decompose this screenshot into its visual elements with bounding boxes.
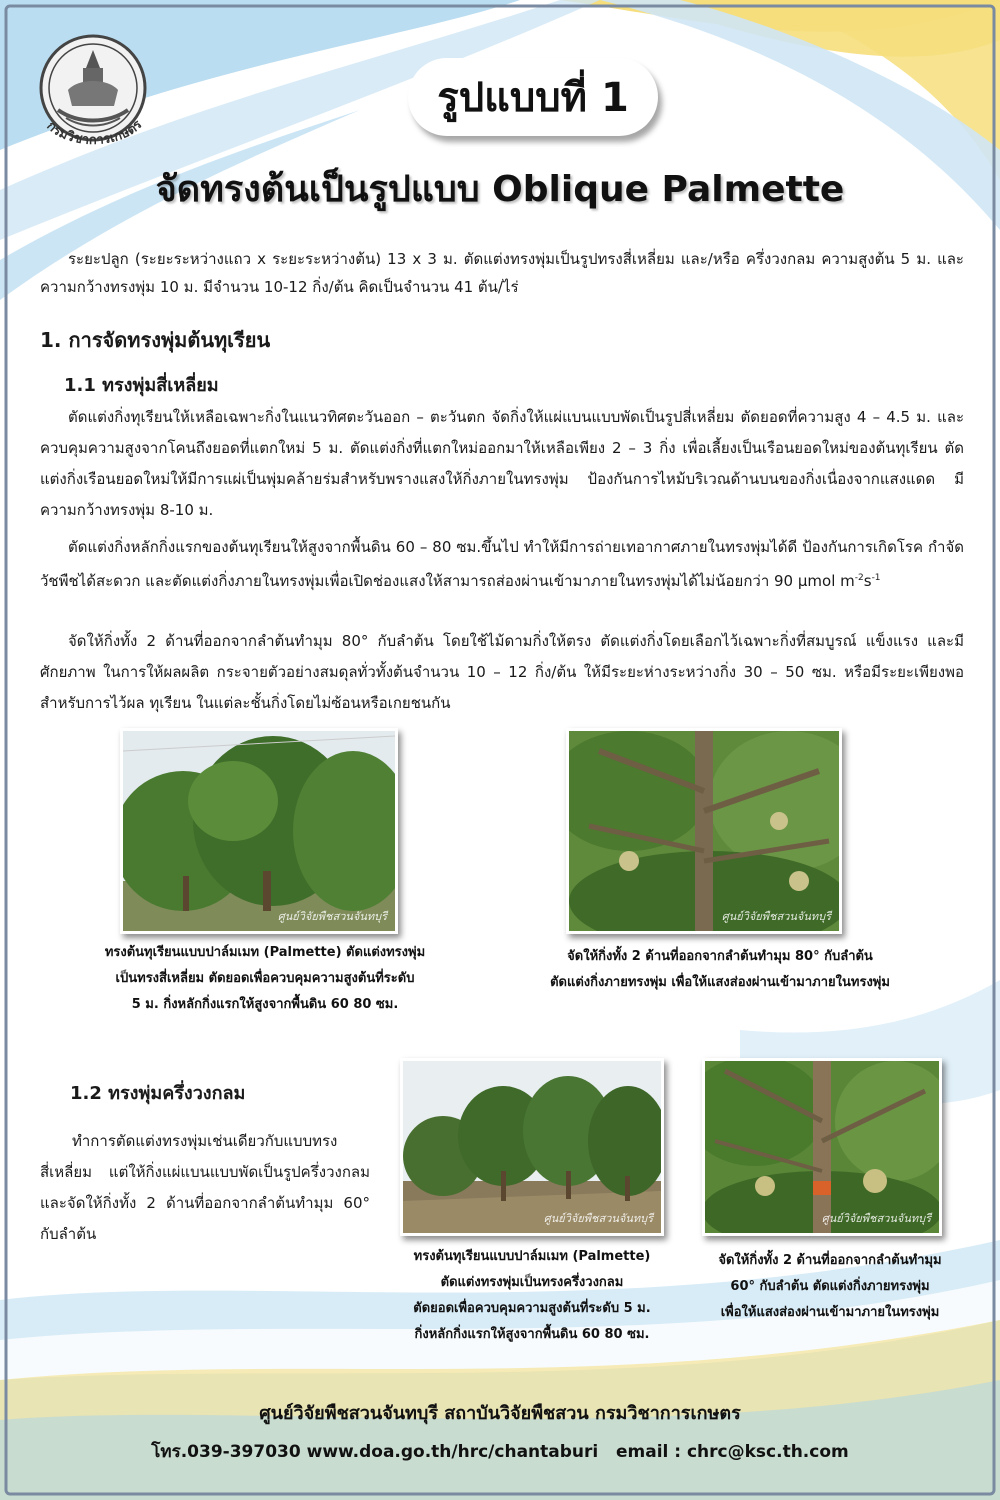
caption-photo-2 xyxy=(500,944,940,996)
unit-exponent-1: -2 xyxy=(854,573,864,583)
footer-organization: ศูนย์วิจัยพืชสวนจันทบุรี สถาบันวิจัยพืชสวน กรมวิชาการเกษตร xyxy=(259,1403,741,1424)
caption-3-line-1: ทรงต้นทุเรียนแบบปาล์มเมท (Palmette) xyxy=(413,1249,651,1264)
unit-exponent-2: -1 xyxy=(871,573,881,583)
photo-3-watermark: ศูนย์วิจัยพืชสวนจันทบุรี xyxy=(543,1212,653,1225)
caption-photo-1 xyxy=(70,940,460,1018)
section-1-1-paragraph-1: ตัดแต่งกิ่งทุเรียนให้เหลือเฉพาะกิ่งในแนวทิศตะวันออก – ตะวันตก จัดกิ่งให้แผ่แบนแบบพัดเป็นรูปสี่เหลี่ยม ตัดยอดที่ความสูง 4 – 4.5 ม. และควบคุมความสูงจากโคนถึงยอดที่แตกใหม่ 5 ม. ตัดแต่งกิ่งที่แตกใหม่ออกมาให้เหลือเพียง 2 – 3 กิ่ง เพื่อเลี้ยงเป็นเรือนยอดใหม่ของต้นทุเรียน ตัดแต่งกิ่งเรือนยอดใหม่ให้มีการแผ่เป็นพุ่มคล้ายร่มสำหรับพรางแสงให้กิ่งภายในทรงพุ่ม ป้องกันการไหม้บริเวณด้านบนของกิ่งเนื่องจากแสงแดด มีความกว้างทรงพุ่ม 8-10 ม. xyxy=(40,408,964,519)
section-1-2-heading: 1.2 ทรงพุ่มครึ่งวงกลม xyxy=(70,1083,246,1104)
unit-s: s xyxy=(863,572,872,590)
seal-text: กรมวิชาการเกษตร xyxy=(43,117,146,149)
caption-3-line-4: กิ่งหลักกิ่งแรกให้สูงจากพื้นดิน 60 80 ซม. xyxy=(414,1327,650,1342)
page-title: รูปแบบที่ 1 xyxy=(408,58,658,136)
section-1-2-paragraph: ทำการตัดแต่งทรงพุ่มเช่นเดียวกับแบบทรงสี่เหลี่ยม แต่ให้กิ่งแผ่แบนแบบพัดเป็นรูปครึ่งวงกลม และจัดให้กิ่งทั้ง 2 ด้านที่ออกจากลำต้นทำมุม 60° กับลำต้น xyxy=(40,1132,370,1243)
photo-4-watermark: ศูนย์วิจัยพืชสวนจันทบุรี xyxy=(821,1212,931,1225)
caption-2-line-2: ตัดแต่งกิ่งภายทรงพุ่ม เพื่อให้แสงส่องผ่านเข้ามาภายในทรงพุ่ม xyxy=(550,975,890,990)
caption-1-line-1: ทรงต้นทุเรียนแบบปาล์มเมท (Palmette) ตัดแต่งทรงพุ่ม xyxy=(104,945,426,960)
page-subtitle: จัดทรงต้นเป็นรูปแบบ Oblique Palmette xyxy=(155,169,845,210)
caption-2-line-1: จัดให้กิ่งทั้ง 2 ด้านที่ออกจากลำต้นทำมุม 80° กับลำต้น xyxy=(567,949,873,964)
paragraph-2-text: ตัดแต่งกิ่งหลักกิ่งแรกของต้นทุเรียนให้สูงจากพื้นดิน 60 – 80 ซม.ขึ้นไป ทำให้มีการถ่ายเทอากาศภายในทรงพุ่มได้ดี ป้องกันการเกิดโรค กำจัดวัชพืชได้สะดวก และตัดแต่งกิ่งภายในทรงพุ่มเพื่อเปิดช่องแสงให้สามารถส่องผ่านเข้ามาภายในทรงพุ่มได้ไม่น้อยกว่า 90 µmol m xyxy=(40,538,964,590)
caption-photo-3 xyxy=(372,1244,692,1348)
caption-3-line-2: ตัดแต่งทรงพุ่มเป็นทรงครึ่งวงกลม xyxy=(440,1275,624,1290)
caption-4-line-3: เพื่อให้แสงส่องผ่านเข้ามาภายในทรงพุ่ม xyxy=(720,1305,940,1320)
caption-1-line-2: เป็นทรงสี่เหลี่ยม ตัดยอดเพื่อควบคุมความสูงต้นที่ระดับ xyxy=(115,971,415,986)
photo-2-watermark: ศูนย์วิจัยพืชสวนจันทบุรี xyxy=(721,910,831,923)
photo-semicircle-canopy xyxy=(400,1058,664,1236)
section-1-1-paragraph-3: จัดให้กิ่งทั้ง 2 ด้านที่ออกจากลำต้นทำมุม 80° กับลำต้น โดยใช้ไม้ดามกิ่งให้ตรง ตัดแต่งกิ่งโดยเลือกไว้เฉพาะกิ่งที่สมบูรณ์ แข็งแรง และมีศักยภาพ ในการให้ผลผลิต กระจายตัวอย่างสมดุลทั่วทั้งต้นจำนวน 10 – 12 กิ่ง/ต้น ให้มีระยะห่างระหว่างกิ่ง 30 – 50 ซม. หรือมีระยะเพียงพอสำหรับการไว้ผล ทุเรียน ในแต่ละชั้นกิ่งโดยไม่ซ้อนหรือเกยชนกัน xyxy=(40,632,964,712)
photo-rectangular-canopy xyxy=(120,728,398,934)
photo-branch-angle-60 xyxy=(702,1058,942,1236)
section-1-1-heading: 1.1 ทรงพุ่มสี่เหลี่ยม xyxy=(64,375,219,396)
caption-1-line-3: 5 ม. กิ่งหลักกิ่งแรกให้สูงจากพื้นดิน 60 80 ซม. xyxy=(131,997,399,1012)
caption-photo-4 xyxy=(690,1248,970,1326)
photo-1-watermark: ศูนย์วิจัยพืชสวนจันทบุรี xyxy=(277,910,387,923)
section-1-heading: 1. การจัดทรงพุ่มต้นทุเรียน xyxy=(40,328,271,352)
department-seal-icon xyxy=(28,28,158,158)
caption-3-line-3: ตัดยอดเพื่อควบคุมความสูงต้นที่ระดับ 5 ม. xyxy=(413,1301,651,1316)
section-1-1-paragraph-2 xyxy=(40,532,964,597)
photo-branch-angle-80 xyxy=(566,728,842,934)
footer-contact: โทร.039-397030 www.doa.go.th/hrc/chantaburi email : chrc@ksc.th.com xyxy=(151,1442,849,1462)
intro-paragraph: ระยะปลูก (ระยะระหว่างแถว x ระยะระหว่างต้น) 13 x 3 ม. ตัดแต่งทรงพุ่มเป็นรูปทรงสี่เหลี่ยม และ/หรือ ครึ่งวงกลม ความสูงต้น 5 ม. และความกว้างทรงพุ่ม 10 ม. มีจำนวน 10-12 กิ่ง/ต้น คิดเป็นจำนวน 41 ต้น/ไร่ xyxy=(40,250,964,296)
caption-4-line-1: จัดให้กิ่งทั้ง 2 ด้านที่ออกจากลำต้นทำมุม xyxy=(718,1253,942,1268)
caption-4-line-2: 60° กับลำต้น ตัดแต่งกิ่งภายทรงพุ่ม xyxy=(730,1279,930,1294)
